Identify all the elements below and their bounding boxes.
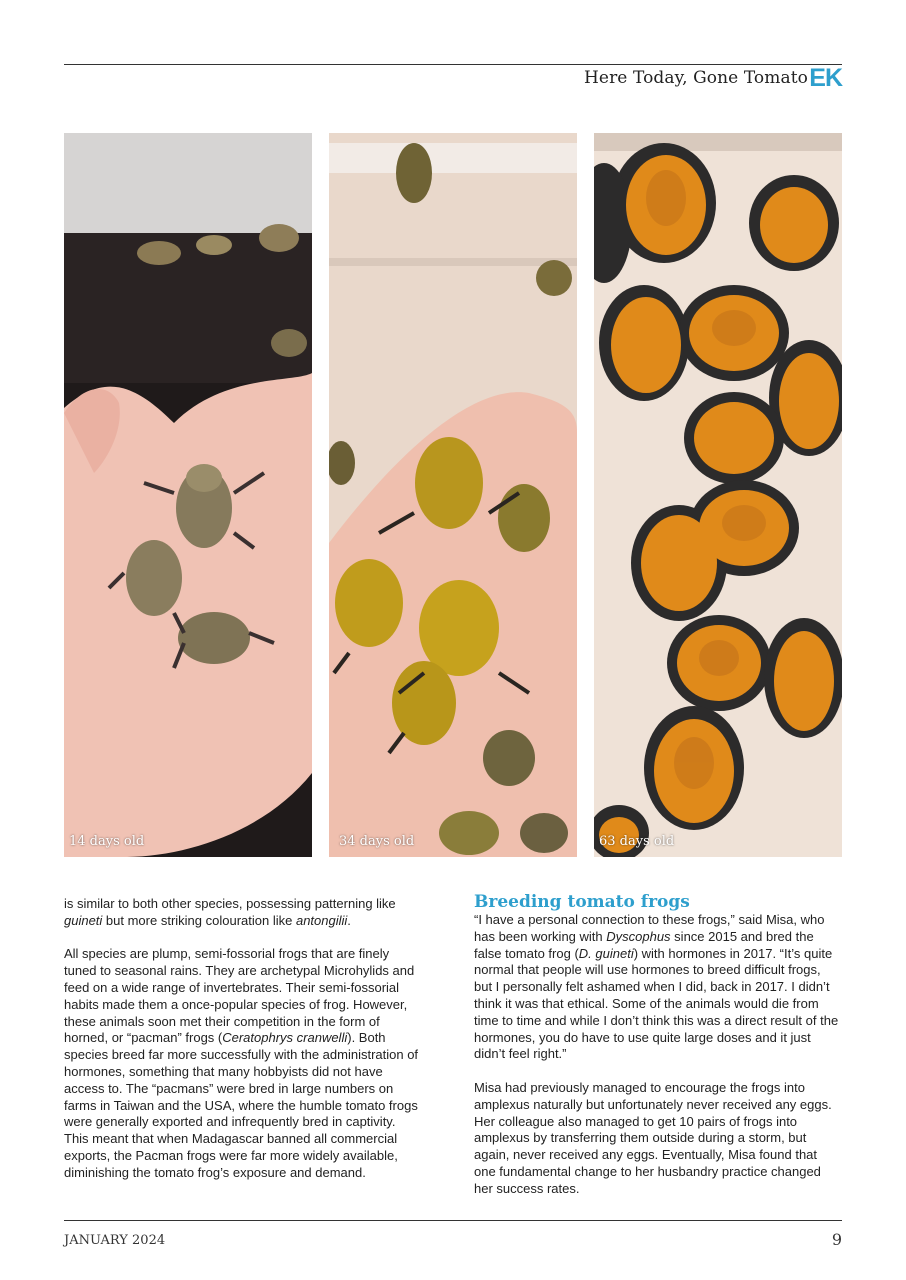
issue-date: JANUARY 2024 [64,1233,166,1248]
text-run: ) with hormones in 2017. “It’s quite normal that people will use hormones to breed difficult frogs, but I personally felt ashamed when I did, back in 2017. I didn’t think it was that ethical. Some of the animals would die from time to time and while I don’t think this was a direct result of the hormones, you do have to use quite large doses and it just didn’t feel right.” [474,945,839,1062]
paragraph [64,946,420,1181]
text-run: “I have a personal connection to these frogs,” said Misa, who has been working with [474,912,825,944]
text-run: ). Both species breed far more successfully with the administration of hormones, something that many hobbyists did not have access to. The “pacmans” were bred in large numbers on farms in Taiwan and the USA, where the humble tomato frogs were generally exported and infrequently bred in captivity. This meant that when Madagascar banned all commercial exports, the Pacman frogs were far more widely available, diminishing the tomato frog’s exposure and demand. [64,1030,419,1180]
paragraph: Misa had previously managed to encourage the frogs into amplexus naturally but unfortunately never received any eggs. Her colleague also managed to get 10 pairs of frogs into amplexus by transferring them outside during a storm, but again, never received any eggs. Eventually, Misa found that one fundamental change to her husbandry practice changed her success rates. [474,1079,832,1196]
species-name: Ceratophrys cranwelli [222,1030,348,1046]
text-run: since 2015 and bred the false tomato frog ( [474,928,814,961]
photo-caption: 34 days old [339,834,415,849]
left-column [64,896,420,1198]
photo-14-days [64,133,312,857]
section-heading: Breeding tomato frogs [474,892,690,912]
photo-caption: 63 days old [599,834,675,849]
magazine-logo: EK [809,64,842,92]
species-name: antongilii [295,912,348,928]
species-name: guineti [64,912,103,928]
text-run: but more striking colouration like [102,912,296,928]
right-column [474,892,842,1214]
photo-caption: 14 days old [69,834,145,849]
froglets-on-hand-image [64,133,312,857]
running-title: Here Today, Gone Tomato [583,68,808,88]
paragraph [64,896,420,930]
header-rule [64,64,842,65]
species-name: Dyscophus [606,928,671,944]
text-run: All species are plump, semi-fossorial frogs that are finely tuned to seasonal rains. They are archetypal Microhylids and feed on a wide range of invertebrates. Their semi-fossorial habits made them a once-popular species of frog. However, these animals soon met their competition in the form of horned, or “pacman” frogs ( [64,946,415,1046]
yellow-froglets-image [329,133,577,857]
photo-34-days [329,133,577,857]
paragraph [474,912,842,1063]
text-run: is similar to both other species, possessing patterning like [64,896,396,911]
page-number: 9 [831,1230,842,1249]
orange-frogs-image [594,133,842,857]
text-run: . [347,912,351,928]
footer-rule [64,1220,842,1221]
species-name: D. guineti [578,945,634,961]
photo-63-days [594,133,842,857]
